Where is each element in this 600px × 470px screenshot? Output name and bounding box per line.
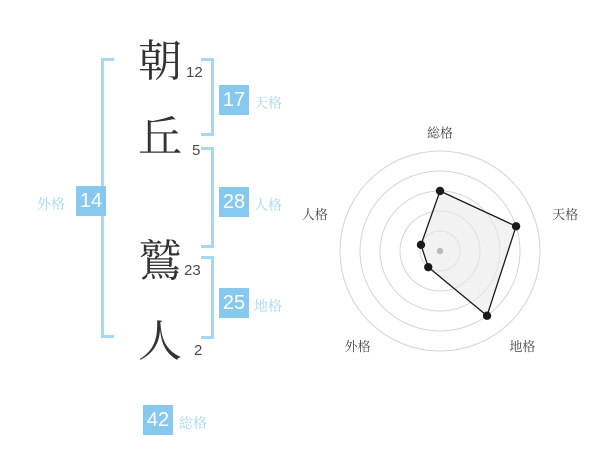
stroke-count-4: 2 [194,342,203,359]
chikaku-value: 25 [219,288,249,318]
gaikaku-label: 外格 [37,196,65,212]
tenkaku-value: 17 [219,85,249,115]
tenkaku-label: 天格 [254,95,282,111]
radar-data-point [436,187,444,195]
stroke-count-1: 12 [186,64,203,81]
radar-data-point [417,241,425,249]
soukaku-label: 総格 [179,415,207,431]
radar-axis-label: 総格 [426,125,454,141]
stroke-count-3: 23 [184,262,201,279]
radar-center-dot [437,248,443,254]
name-char-4: 人 [138,317,182,366]
radar-data-point [512,222,520,230]
radar-data-point [424,263,432,271]
chikaku-label: 地格 [254,298,282,314]
radar-data-point [483,312,491,320]
soukaku-value: 42 [143,405,173,435]
tenkaku-bracket [201,58,214,136]
gaikaku-value: 14 [76,186,106,216]
radar-data-polygon [421,191,516,316]
name-char-3: 鷲 [138,237,182,286]
chikaku-bracket [201,256,214,339]
name-char-1: 朝 [138,37,182,86]
radar-axis-label: 人格 [301,207,328,223]
jinkaku-value: 28 [219,187,249,217]
radar-axis-label: 外格 [344,338,371,354]
jinkaku-bracket [201,147,214,248]
radar-axis-label: 地格 [509,338,536,354]
name-char-2: 丘 [138,113,182,162]
jinkaku-label: 人格 [254,197,282,213]
radar-axis-label: 天格 [552,207,579,223]
stroke-count-2: 5 [192,142,201,159]
radar-chart [290,121,590,381]
